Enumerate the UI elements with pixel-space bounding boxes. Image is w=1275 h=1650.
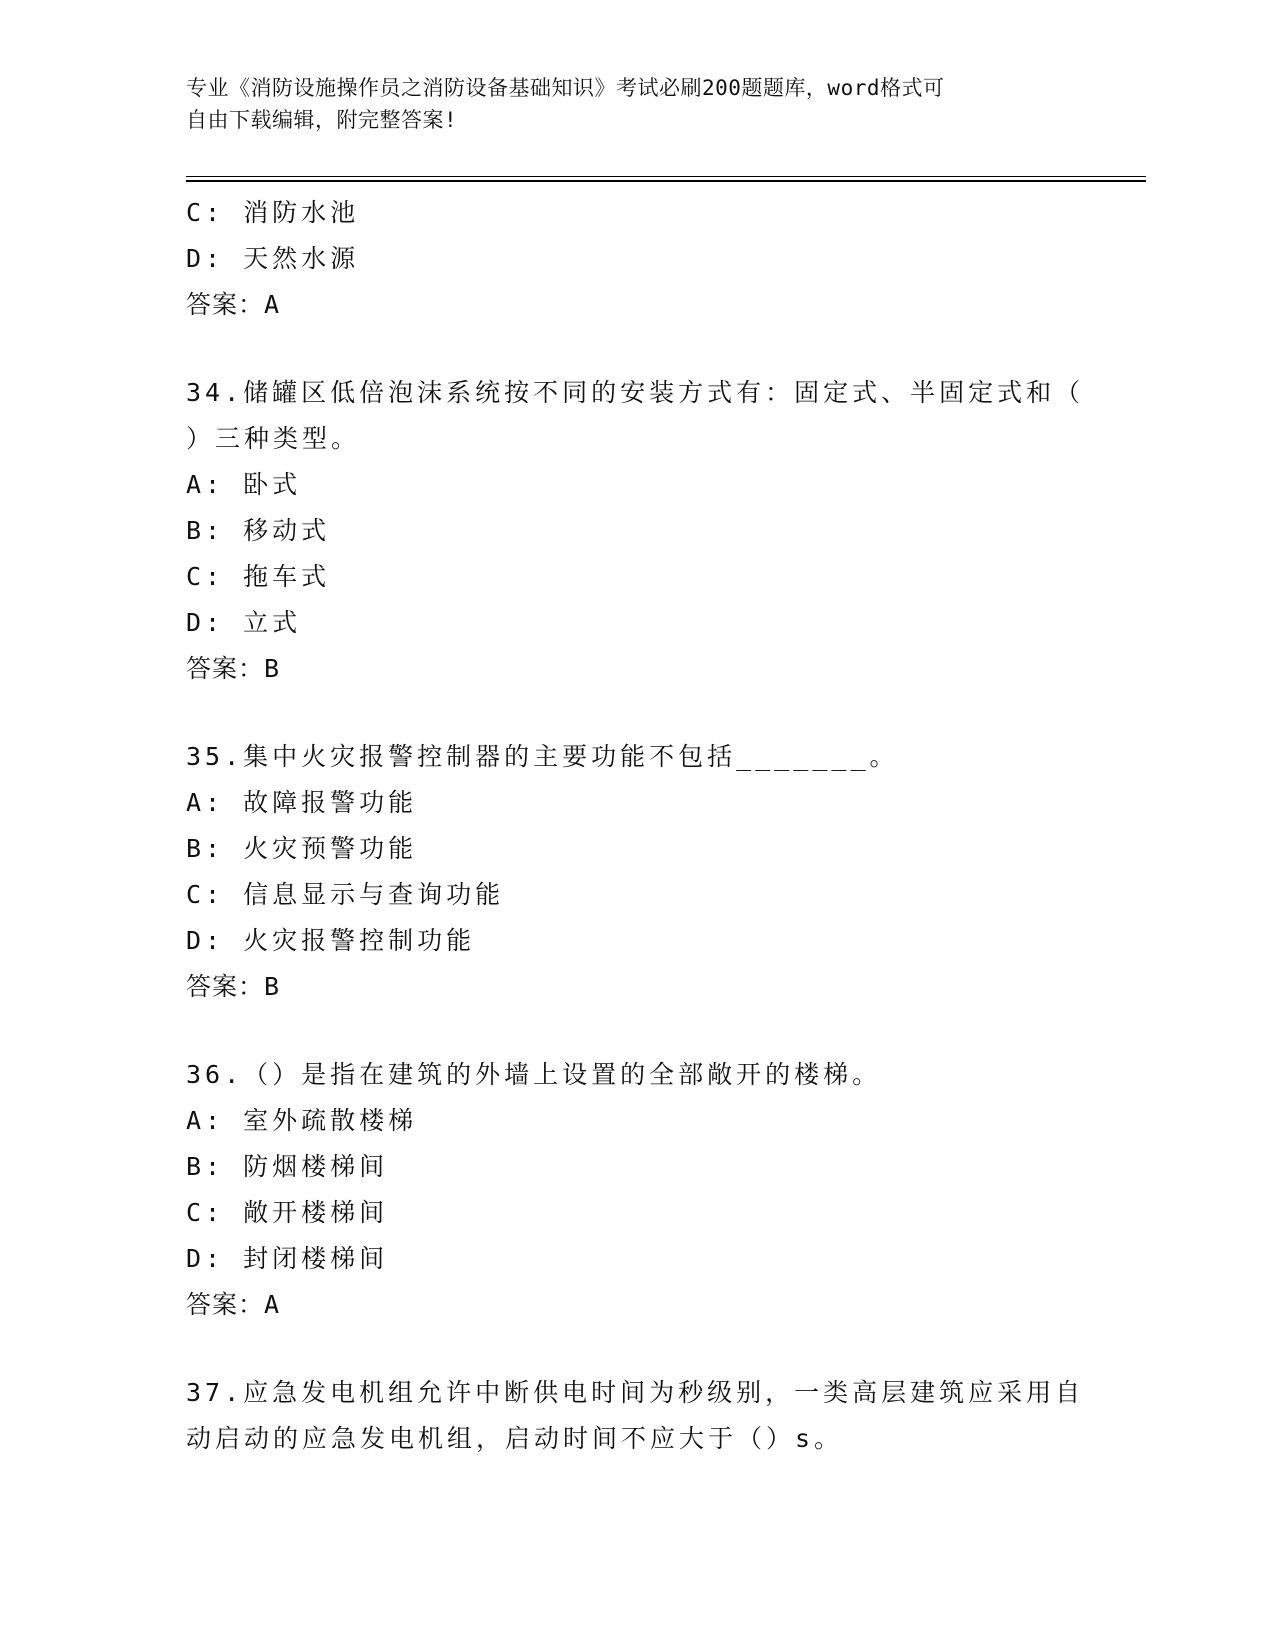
question-stem-line-2: 动启动的应急发电机组，启动时间不应大于（）s。 <box>186 1424 844 1453</box>
option-b: B: 防烟楼梯间 <box>186 1152 389 1181</box>
option-a: A: 卧式 <box>186 470 302 499</box>
answer: 答案：B <box>186 972 281 1001</box>
answer: 答案：A <box>186 290 281 319</box>
option-c: C: 敞开楼梯间 <box>186 1198 389 1227</box>
option-d: D: 火灾报警控制功能 <box>186 926 476 955</box>
question-34 <box>186 370 1086 692</box>
header-line-2: 自由下载编辑，附完整答案! <box>186 108 458 132</box>
document-header <box>186 72 1066 136</box>
question-stem: 35.集中火灾报警控制器的主要功能不包括_______。 <box>186 742 899 771</box>
question-stem: 36.（）是指在建筑的外墙上设置的全部敞开的楼梯。 <box>186 1060 882 1089</box>
question-36 <box>186 1052 1086 1328</box>
option-a: A: 故障报警功能 <box>186 788 418 817</box>
option-d: D: 天然水源 <box>186 244 360 273</box>
option-c: C: 消防水池 <box>186 198 360 227</box>
option-b: B: 火灾预警功能 <box>186 834 418 863</box>
option-d: D: 立式 <box>186 608 302 637</box>
answer: 答案：A <box>186 1290 281 1319</box>
header-divider-thick <box>186 180 1146 182</box>
question-stem-line-1: 34.储罐区低倍泡沫系统按不同的安装方式有：固定式、半固定式和（ <box>186 378 1085 407</box>
question-stem-line-1: 37.应急发电机组允许中断供电时间为秒级别，一类高层建筑应采用自 <box>186 1378 1085 1407</box>
option-a: A: 室外疏散楼梯 <box>186 1106 418 1135</box>
option-d: D: 封闭楼梯间 <box>186 1244 389 1273</box>
option-c: C: 信息显示与查询功能 <box>186 880 505 909</box>
option-c: C: 拖车式 <box>186 562 331 591</box>
question-list <box>186 190 1086 1462</box>
header-divider-thin <box>186 176 1146 177</box>
question-37 <box>186 1370 1086 1462</box>
option-b: B: 移动式 <box>186 516 331 545</box>
header-line-1: 专业《消防设施操作员之消防设备基础知识》考试必刷200题题库，word格式可 <box>186 76 945 100</box>
question-stem-line-2: ）三种类型。 <box>186 424 361 453</box>
answer: 答案：B <box>186 654 281 683</box>
question-33-tail <box>186 190 1086 328</box>
question-35 <box>186 734 1086 1010</box>
